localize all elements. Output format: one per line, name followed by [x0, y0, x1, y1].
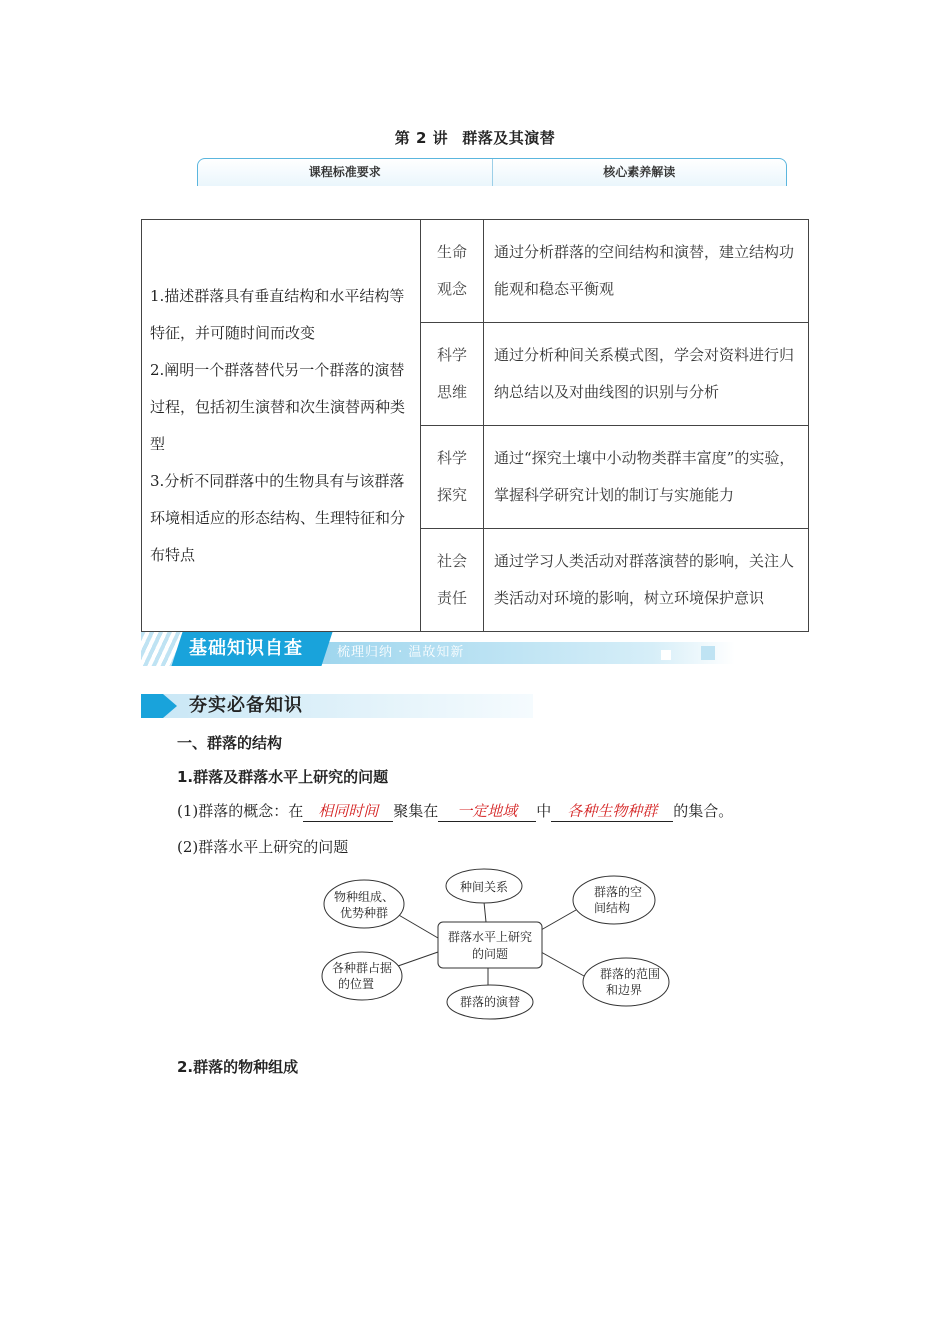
- competency-description: 通过分析群落的空间结构和演替，建立结构功能观和稳态平衡观: [484, 220, 809, 323]
- standards-table: [141, 219, 809, 632]
- section-banner-title: 基础知识自查: [189, 638, 303, 659]
- diagram-node-ellipse: [324, 880, 404, 928]
- concept-text: 中: [536, 802, 552, 820]
- table-row: [142, 220, 809, 323]
- competency-description: 通过分析种间关系模式图，学会对资料进行归纳总结以及对曲线图的识别与分析: [484, 323, 809, 426]
- requirement-item: 1.描述群落具有垂直结构和水平结构等特征，并可随时间而改变: [150, 286, 405, 342]
- sub-banner-arrow-box: [141, 694, 163, 718]
- concept-paragraph: [177, 800, 733, 822]
- diagram-node-ellipse: [583, 958, 669, 1006]
- sub-banner-arrow-icon: [163, 694, 177, 718]
- competency-category: 生命 观念: [421, 220, 484, 323]
- competency-category: 科学 思维: [421, 323, 484, 426]
- concept-text: 的集合。: [673, 802, 734, 820]
- diagram-node-label: 间结构: [593, 901, 631, 915]
- diagram-node-label: 物种组成、: [333, 890, 395, 904]
- banner-decor-square: [701, 646, 715, 660]
- diagram-node-ellipse: [322, 952, 402, 1000]
- section-banner: [141, 632, 735, 666]
- competency-description: 通过学习人类活动对群落演替的影响，关注人类活动对环境的影响，树立环境保护意识: [484, 529, 809, 632]
- answer-blank: 一定地域: [438, 800, 536, 822]
- answer-blank: 相同时间: [303, 800, 393, 822]
- diagram-node-label: 种间关系: [459, 880, 509, 894]
- heading-sub-two: 2.群落的物种组成: [177, 1058, 299, 1076]
- lecture-title: [0, 127, 950, 148]
- paragraph-questions: (2)群落水平上研究的问题: [177, 838, 349, 856]
- heading-section-one: 一、群落的结构: [177, 734, 283, 752]
- diagram-center-label: 的问题: [471, 947, 509, 961]
- concept-text: (1)群落的概念：在: [177, 802, 304, 820]
- banner-decor-square: [661, 650, 671, 660]
- diagram-node-label: 优势种群: [339, 906, 389, 920]
- requirement-item: 3.分析不同群落中的生物具有与该群落环境相适应的形态结构、生理特征和分布特点: [150, 471, 406, 564]
- diagram-center-box: [438, 922, 542, 968]
- concept-text: 聚集在: [393, 802, 439, 820]
- standards-header: [197, 158, 787, 186]
- lecture-number: 第 2 讲: [394, 129, 449, 147]
- standards-header-right: 核心素养解读: [492, 159, 787, 186]
- diagram-center-label: 群落水平上研究: [447, 930, 533, 944]
- diagram-node-label: 和边界: [605, 983, 643, 997]
- competency-category: 科学 探究: [421, 426, 484, 529]
- competency-category: 社会 责任: [421, 529, 484, 632]
- requirement-item: 2.阐明一个群落替代另一个群落的演替过程，包括初生演替和次生演替两种类型: [150, 360, 406, 453]
- concept-diagram: [300, 862, 680, 1027]
- sub-banner-title: 夯实必备知识: [189, 695, 303, 716]
- diagram-node-label: 各种群占据: [331, 961, 393, 975]
- diagram-node-label: 群落的演替: [459, 995, 521, 1009]
- sub-banner: [141, 694, 533, 718]
- section-banner-subtitle: 梳理归纳 · 温故知新: [337, 645, 465, 660]
- lecture-name: 群落及其演替: [462, 129, 556, 147]
- requirements-cell: [142, 220, 421, 632]
- diagram-node-label: 群落的范围: [599, 967, 661, 981]
- heading-sub-one: 1.群落及群落水平上研究的问题: [177, 768, 389, 786]
- standards-header-left: 课程标准要求: [308, 165, 381, 179]
- diagram-node-ellipse: [573, 876, 655, 924]
- diagram-node-label: 的位置: [337, 977, 375, 991]
- competency-description: 通过“探究土壤中小动物类群丰富度”的实验，掌握科学研究计划的制订与实施能力: [484, 426, 809, 529]
- answer-blank: 各种生物种群: [551, 800, 673, 822]
- diagram-node-label: 群落的空: [593, 885, 643, 899]
